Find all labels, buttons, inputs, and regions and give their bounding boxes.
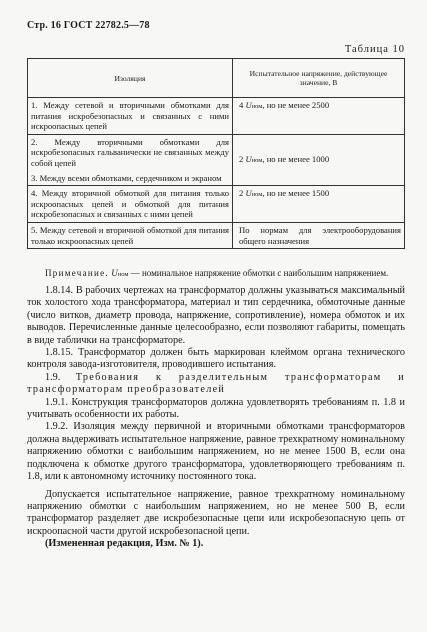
table-header-row (28, 59, 405, 98)
insulation-cell: 2. Между вторичными обмотками для искробезопасных гальванически не связанных между собой цепей 3. Между всеми обмотками, сердечником и экраном (28, 134, 233, 185)
insulation-cell: 4. Между вторичной обмоткой для питания только искроопасных цепей и обмоткой для питания искробезопасных и связанных с ними цепей (28, 186, 233, 223)
voltage-cell: 2 Uном, но не менее 1500 (233, 186, 405, 223)
table-note: Примечание. Uном — номинальное напряжение обмотки с наибольшим напряжением. (45, 268, 389, 278)
amendment-note: (Измененная редакция, Изм. № 1). (45, 538, 204, 550)
voltage-cell: 4 Uном, но не менее 2500 (233, 98, 405, 135)
page-header: Стр. 16 ГОСТ 22782.5—78 (27, 20, 150, 31)
insulation-cell: 5. Между сетевой и вторичной обмоткой для питания только искроопасных цепей (28, 222, 233, 248)
table-row (28, 186, 405, 223)
voltage-cell: По нормам для электрооборудования общего назначения (233, 222, 405, 248)
insulation-cell: 1. Между сетевой и вторичными обмотками для питания искробезопасных и связанных с ними искроопасных цепей (28, 98, 233, 135)
voltage-cell: 2 Uном, но не менее 1000 (233, 134, 405, 185)
paragraph-1-8-14: 1.8.14. В рабочих чертежах на трансформатор должны указываться максимальный ток холостого хода трансформатора, материал и тип сердечника, обмоточные данные (число витков, диаметр провода, напряжение, сопротивление), номера обмоток и их выводов. Перечисленные данные целесообразно, если позволяют габариты, помещать в виде таблички на трансформаторе. (27, 285, 405, 346)
paragraph-allowance: Допускается испытательное напряжение, равное трехкратному номинальному напряжению обмотки с наибольшим напряжением, но не менее 500 В, если трансформатор разделяет две искробезопасные цепи или искробезопасную цепь от искроопасной части другой искробезопасной цепи. (27, 488, 405, 537)
paragraph-1-9-2: 1.9.2. Изоляция между первичной и вторичными обмотками трансформаторов должна выдерживать испытательное напряжение, равное трехкратному номинальному напряжению обмотки с наибольшим напряжением, но не менее 1500 В, если она подключена к обмотке другого трансформатора, удовлетворяющего требованиям п. 1.8, или к автономному источнику постоянного тока. (27, 421, 405, 483)
insulation-table (27, 58, 405, 249)
column-header-voltage: Испытательное напряжение, действующее значение, В (233, 59, 405, 98)
paragraph-1-9-1: 1.9.1. Конструкция трансформаторов должна удовлетворять требованиям п. 1.8 и учитывать особенности их работы. (27, 396, 405, 421)
table-row (28, 134, 405, 185)
column-header-insulation: Изоляция (28, 59, 233, 98)
table-row (28, 222, 405, 248)
section-heading-1-9: 1.9. Требования к разделительным трансформаторам и трансформаторам преобразователей (27, 371, 406, 396)
table-caption: Таблица 10 (344, 44, 405, 55)
table-row (28, 98, 405, 135)
body-text (27, 268, 405, 551)
paragraph-1-8-15: 1.8.15. Трансформатор должен быть маркирован клеймом органа технического контроля завода-изготовителя, проводившего испытания. (27, 347, 405, 371)
